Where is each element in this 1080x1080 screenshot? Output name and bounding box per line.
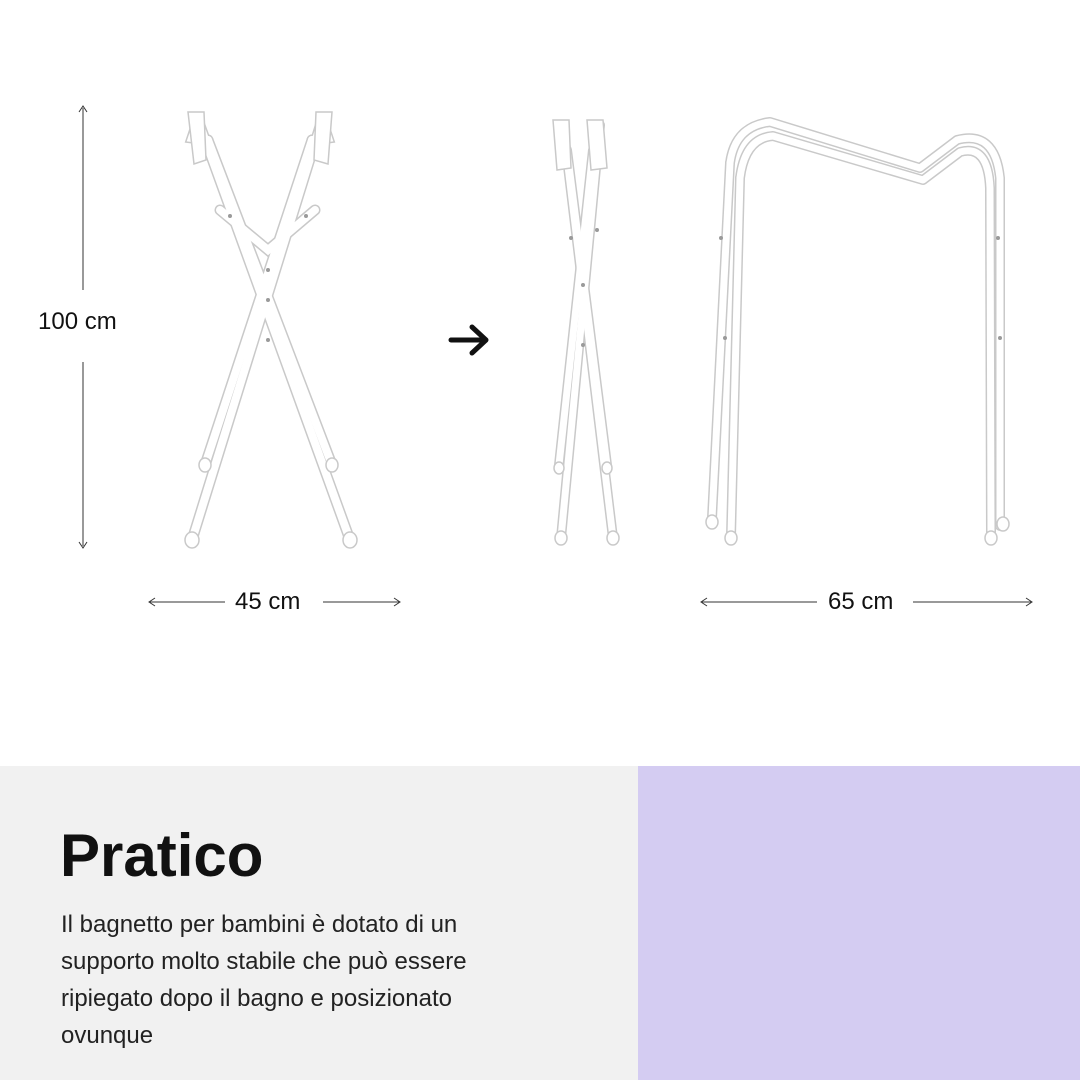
- open-stand-illustration: [695, 108, 1025, 553]
- folded-width-label: 45 cm: [235, 588, 301, 615]
- accent-panel: [638, 766, 1080, 1080]
- x-stand-illustration: [170, 100, 370, 560]
- height-label: 100 cm: [38, 308, 117, 335]
- panel-title: Pratico: [60, 822, 264, 889]
- right-arrow-icon: [448, 322, 492, 358]
- open-width-label: 65 cm: [828, 588, 894, 615]
- panel-description: Il bagnetto per bambini è dotato di un supporto molto stabile che può essere ripiegato dopo il bagno e posizionato ovunque: [61, 911, 467, 1049]
- folded-stand-illustration: [545, 110, 635, 560]
